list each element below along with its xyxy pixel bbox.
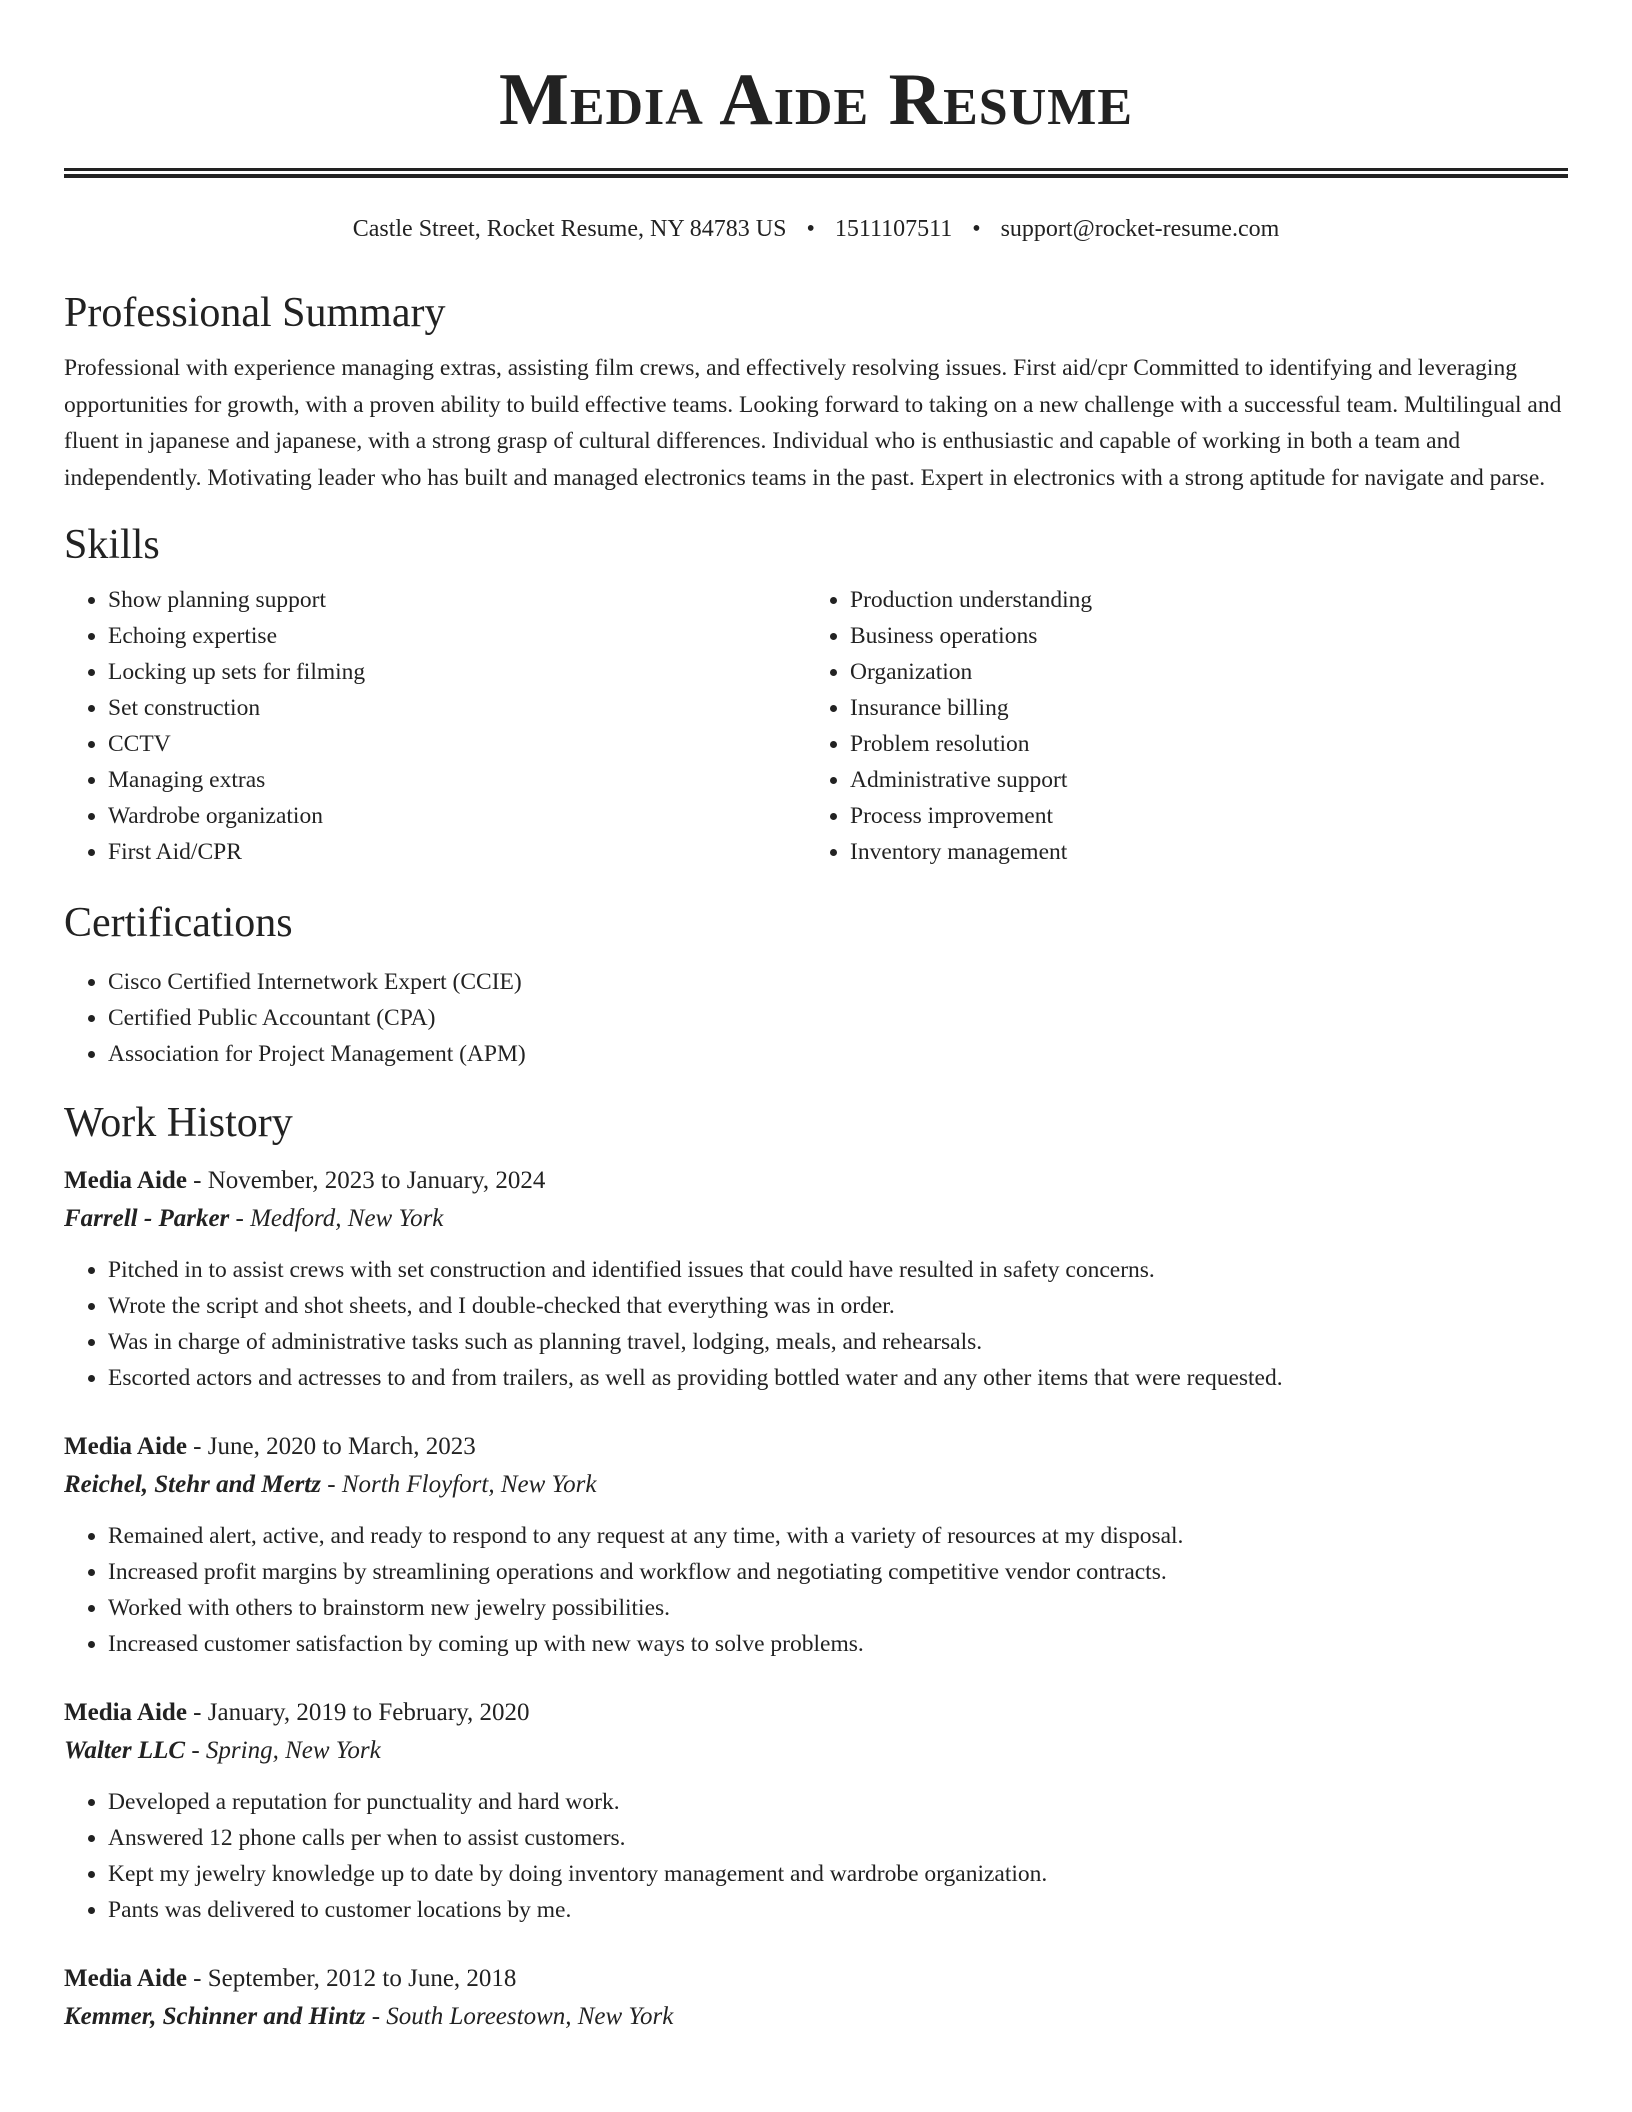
job-bullet: • Pitched in to assist crews with set construction and identified issues that could have resulted in safety concerns.	[108, 1252, 1568, 1288]
skill-item: • Show planning support	[108, 582, 806, 618]
skill-item: • Process improvement	[850, 798, 1548, 834]
job-company: Farrell - Parker	[64, 1205, 230, 1232]
skill-item: • Administrative support	[850, 762, 1548, 798]
summary-text: Professional with experience managing extras, assisting film crews, and effectively resolving issues. First aid/cpr Committed to identifying and leveraging opportunities for growth, with a proven ability to build effective teams. Looking forward to taking on a new challenge with a successful team. Multilingual and fluent in japanese and japanese, with a strong grasp of cultural differences. Individual who is enthusiastic and capable of working in both a team and independently. Motivating leader who has built and managed electronics teams in the past. Expert in electronics with a strong aptitude for navigate and parse.	[64, 355, 1562, 491]
job-company: Reichel, Stehr and Mertz	[64, 1471, 321, 1498]
skill-item: • Managing extras	[108, 762, 806, 798]
job-bullet: • Increased customer satisfaction by coming up with new ways to solve problems.	[108, 1626, 1568, 1662]
job-company: Kemmer, Schinner and Hintz	[64, 2003, 366, 2030]
job-title: Media Aide	[64, 1167, 187, 1194]
skill-item: • Echoing expertise	[108, 618, 806, 654]
job-bullet: • Pants was delivered to customer locations by me.	[108, 1892, 1568, 1928]
job-bullet: • Worked with others to brainstorm new jewelry possibilities.	[108, 1590, 1568, 1626]
skill-item: • CCTV	[108, 726, 806, 762]
job-separator: -	[229, 1205, 251, 1232]
job-entry	[64, 1694, 1568, 1928]
job-title-line	[64, 1694, 1568, 1732]
skills-columns	[64, 582, 1568, 870]
job-title-line	[64, 1162, 1568, 1200]
skill-item: • Problem resolution	[850, 726, 1548, 762]
job-separator: -	[185, 1737, 206, 1764]
skill-item: • Wardrobe organization	[108, 798, 806, 834]
skills-heading: Skills	[64, 522, 160, 568]
contact-separator: •	[972, 216, 981, 242]
job-separator: -	[186, 1965, 208, 1992]
job-bullet: • Developed a reputation for punctuality and hard work.	[108, 1784, 1568, 1820]
job-dates: January, 2019 to February, 2020	[207, 1699, 530, 1726]
job-bullet: • Increased profit margins by streamlining operations and workflow and negotiating competitive vendor contracts.	[108, 1554, 1568, 1590]
page-title: Media Aide Resume	[498, 59, 1134, 141]
job-title: Media Aide	[64, 1433, 187, 1460]
contact-phone: 1511107511	[834, 216, 953, 242]
job-location: Medford, New York	[250, 1205, 444, 1232]
job-company-line	[64, 1998, 1568, 2036]
job-company-line	[64, 1732, 1568, 1770]
job-location: South Loreestown, New York	[386, 2003, 674, 2030]
job-company-line	[64, 1200, 1568, 1238]
certifications-list	[64, 964, 1568, 1072]
job-company: Walter LLC	[64, 1737, 186, 1764]
certification-item: • Association for Project Management (APM)	[108, 1036, 1568, 1072]
summary-heading: Professional Summary	[64, 290, 446, 336]
job-title: Media Aide	[64, 1965, 187, 1992]
job-title-line	[64, 1428, 1568, 1466]
job-location: North Floyfort, New York	[341, 1471, 597, 1498]
skill-item: • Set construction	[108, 690, 806, 726]
job-dates: November, 2023 to January, 2024	[207, 1167, 546, 1194]
skill-item: • Locking up sets for filming	[108, 654, 806, 690]
skills-list-left	[64, 582, 806, 870]
skills-column-right	[806, 582, 1548, 870]
contact-separator: •	[806, 216, 815, 242]
job-title: Media Aide	[64, 1699, 187, 1726]
job-bullet: • Remained alert, active, and ready to respond to any request at any time, with a variety of resources at my disposal.	[108, 1518, 1568, 1554]
skill-item: • Inventory management	[850, 834, 1548, 870]
job-bullet: • Was in charge of administrative tasks such as planning travel, lodging, meals, and rehearsals.	[108, 1324, 1568, 1360]
skills-column-left	[64, 582, 806, 870]
job-separator: -	[365, 2003, 387, 2030]
job-entry	[64, 1428, 1568, 1662]
job-bullet: • Wrote the script and shot sheets, and I double-checked that everything was in order.	[108, 1288, 1568, 1324]
job-company-line	[64, 1466, 1568, 1504]
job-bullet: • Kept my jewelry knowledge up to date by doing inventory management and wardrobe organization.	[108, 1856, 1568, 1892]
job-title-line	[64, 1960, 1568, 1998]
job-bullet: • Answered 12 phone calls per when to assist customers.	[108, 1820, 1568, 1856]
job-bullets	[64, 1518, 1568, 1662]
title-divider	[64, 168, 1568, 178]
skill-item: • Organization	[850, 654, 1548, 690]
job-separator: -	[186, 1167, 208, 1194]
skill-item: • First Aid/CPR	[108, 834, 806, 870]
job-entry	[64, 1162, 1568, 1396]
job-entry	[64, 1960, 1568, 2036]
certifications-heading: Certifications	[64, 900, 293, 946]
certification-item: • Certified Public Accountant (CPA)	[108, 1000, 1568, 1036]
work-history-heading: Work History	[64, 1100, 293, 1146]
job-bullets	[64, 1252, 1568, 1396]
contact-email: support@rocket-resume.com	[1000, 216, 1280, 242]
contact-line	[64, 214, 1568, 244]
skill-item: • Business operations	[850, 618, 1548, 654]
job-separator: -	[320, 1471, 342, 1498]
skill-item: • Insurance billing	[850, 690, 1548, 726]
job-separator: -	[186, 1699, 208, 1726]
contact-address: Castle Street, Rocket Resume, NY 84783 US	[352, 216, 787, 242]
job-bullets	[64, 1784, 1568, 1928]
job-separator: -	[186, 1433, 208, 1460]
certification-item: • Cisco Certified Internetwork Expert (CCIE)	[108, 964, 1568, 1000]
job-location: Spring, New York	[205, 1737, 381, 1764]
job-bullet: • Escorted actors and actresses to and from trailers, as well as providing bottled water and any other items that were requested.	[108, 1360, 1568, 1396]
skill-item: • Production understanding	[850, 582, 1548, 618]
job-dates: September, 2012 to June, 2018	[207, 1965, 517, 1992]
skills-list-right	[806, 582, 1548, 870]
job-dates: June, 2020 to March, 2023	[207, 1433, 476, 1460]
